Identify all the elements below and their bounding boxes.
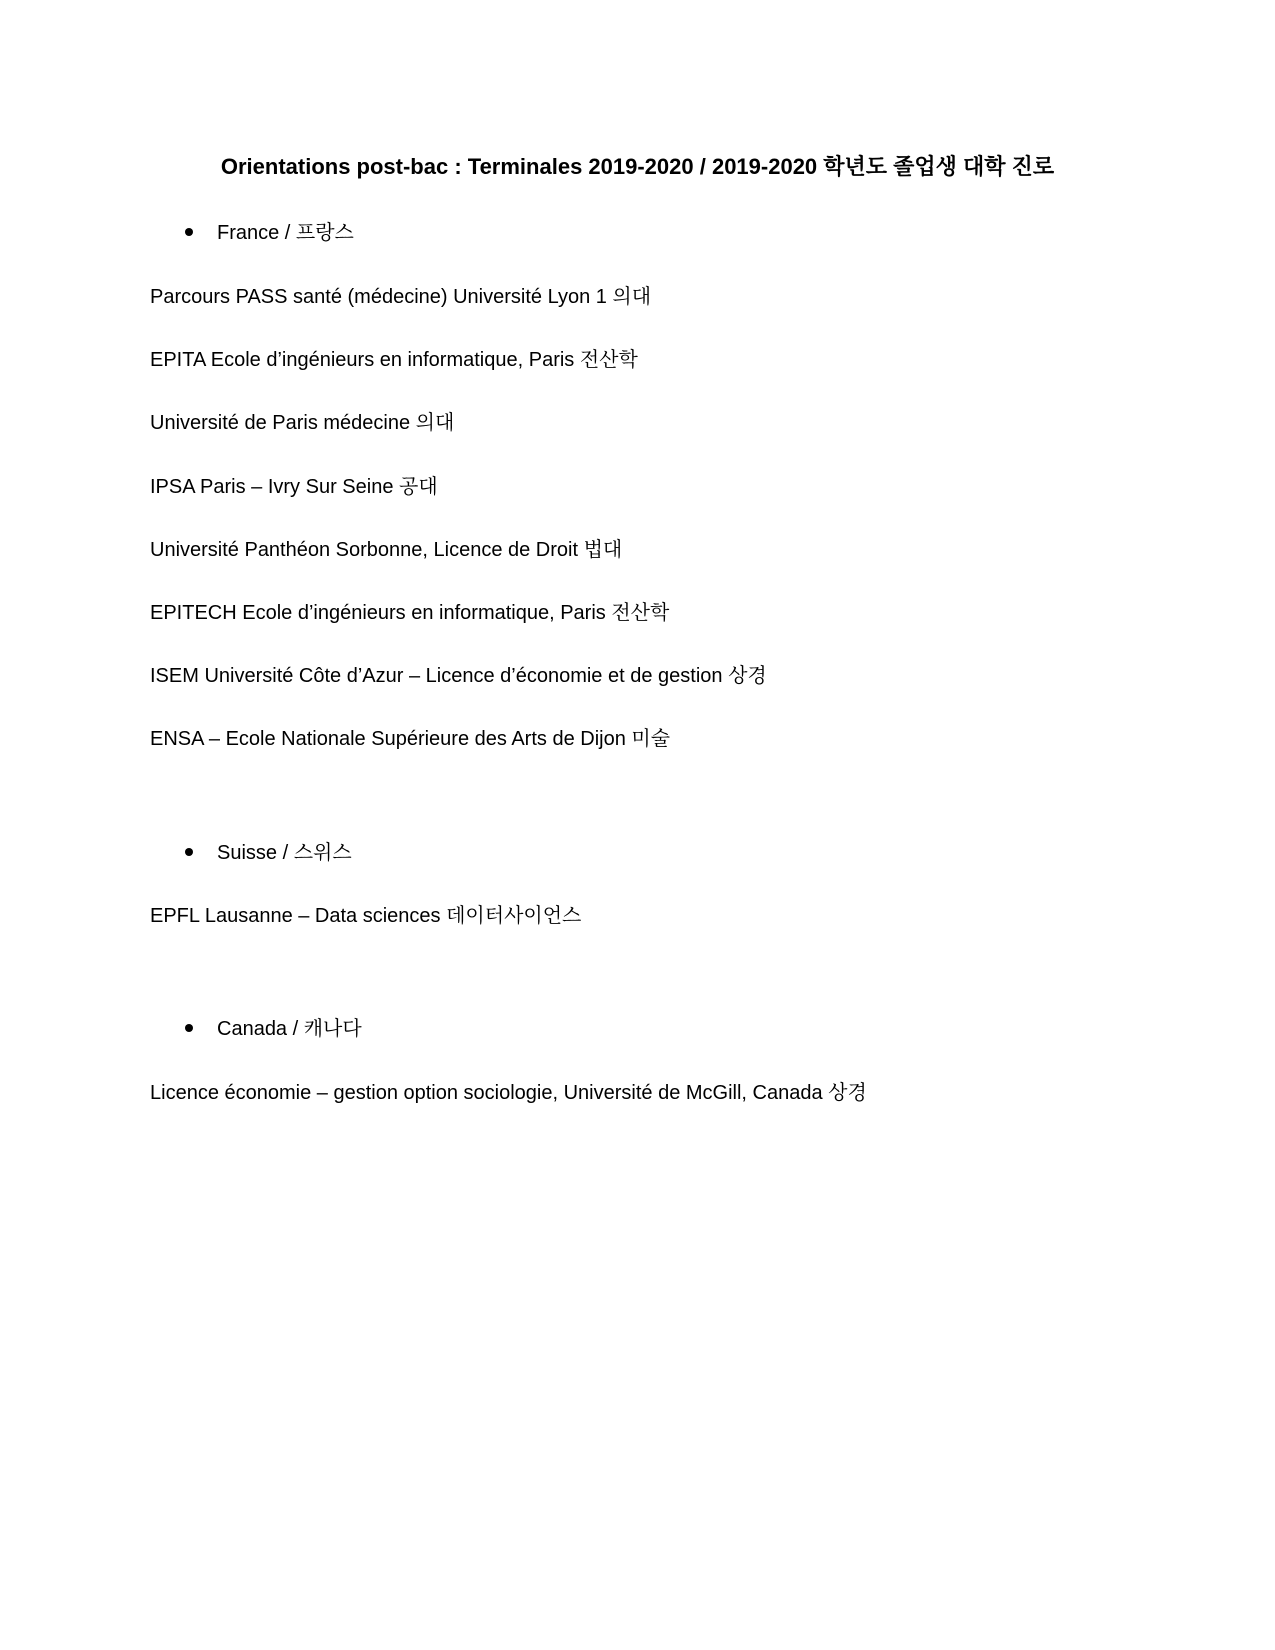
list-item: EPITECH Ecole d’ingénieurs en informatique, Paris 전산학 — [150, 602, 670, 624]
list-item: ENSA – Ecole Nationale Supérieure des Arts de Dijon 미술 — [150, 728, 671, 750]
list-item: Université de Paris médecine 의대 — [150, 412, 455, 434]
section-heading-france — [185, 216, 354, 245]
section-heading-canada — [185, 1012, 362, 1041]
list-item: IPSA Paris – Ivry Sur Seine 공대 — [150, 476, 438, 498]
bullet-icon — [185, 848, 193, 856]
list-item: Parcours PASS santé (médecine) Université Lyon 1 의대 — [150, 286, 652, 308]
bullet-icon — [185, 228, 193, 236]
section-heading-label: Canada / 캐나다 — [217, 1018, 362, 1040]
list-item: EPITA Ecole d’ingénieurs en informatique, Paris 전산학 — [150, 349, 638, 371]
list-item: EPFL Lausanne – Data sciences 데이터사이언스 — [150, 905, 582, 927]
list-item: Licence économie – gestion option sociologie, Université de McGill, Canada 상경 — [150, 1082, 867, 1104]
list-item: Université Panthéon Sorbonne, Licence de Droit 법대 — [150, 539, 623, 561]
section-heading-suisse — [185, 836, 352, 865]
list-item: ISEM Université Côte d’Azur – Licence d’économie et de gestion 상경 — [150, 665, 767, 687]
page-title: Orientations post-bac : Terminales 2019-2020 / 2019-2020 학년도 졸업생 대학 진로 — [220, 154, 1055, 179]
section-heading-label: Suisse / 스위스 — [217, 842, 352, 864]
section-heading-label: France / 프랑스 — [217, 222, 354, 244]
bullet-icon — [185, 1024, 193, 1032]
